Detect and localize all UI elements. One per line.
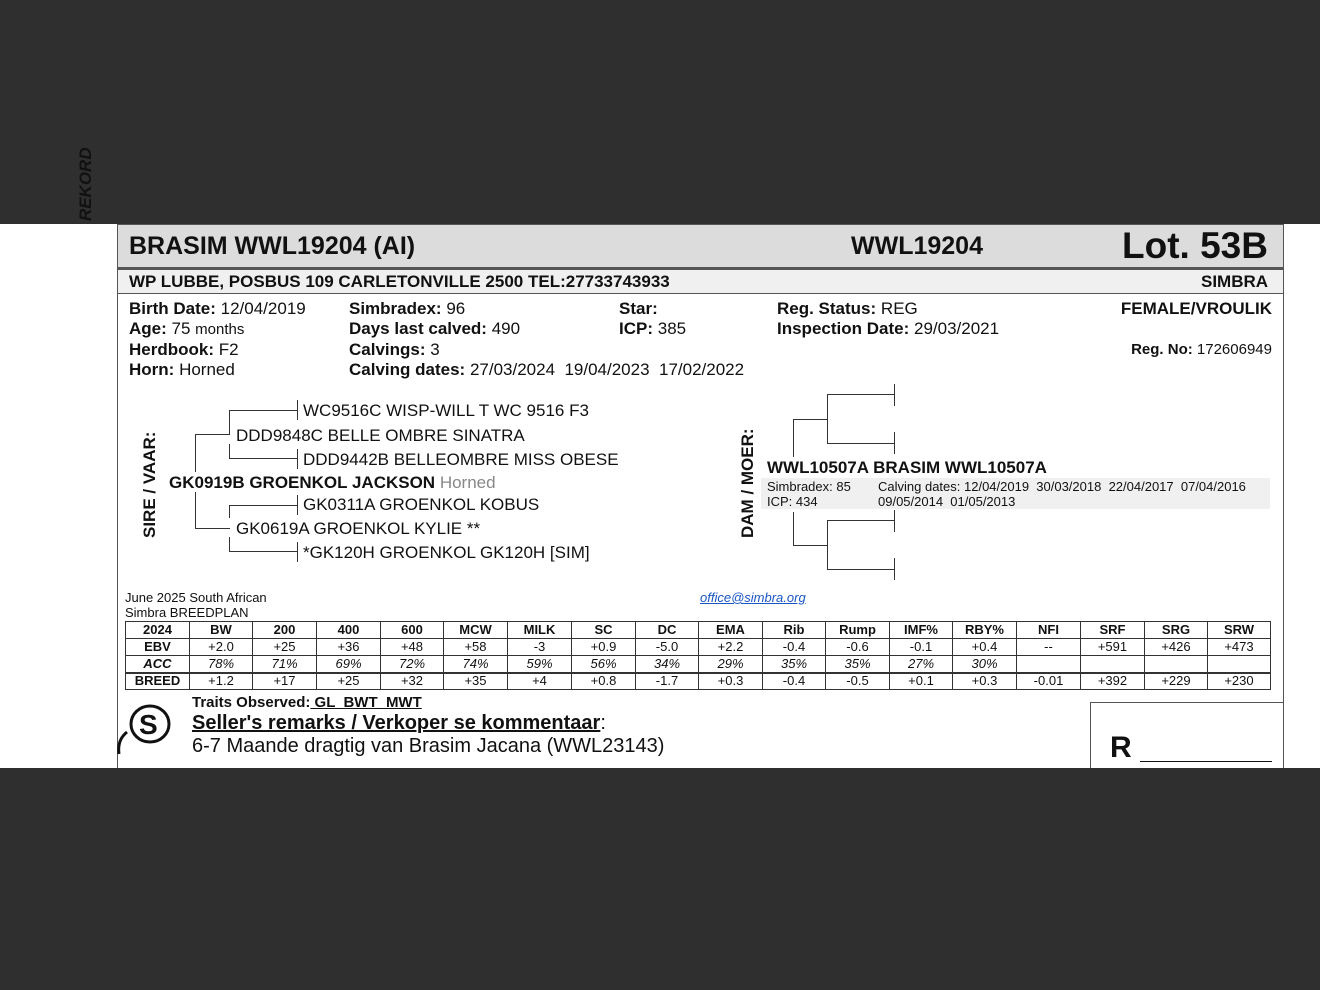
table-cell: +591 [1081, 639, 1145, 656]
remarks-colon: : [600, 712, 606, 734]
age-unit: months [195, 321, 245, 338]
tree-line [894, 384, 895, 406]
traits-value: GL BWT MWT [310, 694, 422, 711]
tree-line [894, 558, 895, 580]
table-cell: EMA [699, 622, 763, 639]
dam-calving-dates-2: 09/05/2014 01/05/2013 [878, 494, 1016, 509]
calving-dates-value: 27/03/2024 19/04/2023 17/02/2022 [469, 360, 745, 379]
tree-line [229, 410, 297, 411]
inspection-label: Inspection Date: [777, 319, 910, 338]
row-header-cell: 2024 [126, 622, 190, 639]
days-value: 490 [491, 319, 521, 338]
row-header-cell: EBV [126, 639, 190, 656]
table-cell [1017, 656, 1081, 673]
horn-label: Horn: [129, 360, 175, 379]
table-cell: 29% [699, 656, 763, 673]
tree-line [827, 520, 828, 570]
birth-date-label: Birth Date: [129, 299, 216, 318]
table-cell: 35% [763, 656, 826, 673]
reg-status [777, 299, 918, 319]
table-cell: +48 [381, 639, 444, 656]
tree-line [229, 505, 297, 506]
tree-line [229, 444, 230, 458]
tree-line [793, 512, 794, 546]
table-cell: 600 [381, 622, 444, 639]
table-cell: +25 [253, 639, 317, 656]
table-cell: +17 [253, 673, 317, 690]
dam-label: DAM / MOER: [738, 428, 757, 538]
sire-dam-sire: GK0311A GROENKOL KOBUS [303, 495, 540, 514]
table-cell: -3 [508, 639, 572, 656]
tree-line [229, 537, 230, 551]
table-cell: +230 [1208, 673, 1271, 690]
row-header-cell: ACC [126, 656, 190, 673]
remarks-label: Seller's remarks / Verkoper se kommentaar [192, 712, 601, 734]
tree-line [793, 419, 828, 420]
age [129, 319, 244, 339]
tree-line [297, 400, 298, 420]
lot-number: Lot. 53B [1122, 225, 1268, 266]
simbradex [349, 299, 465, 319]
ebv-row [126, 639, 1271, 656]
tree-line [827, 443, 895, 444]
breedplan-line1: June 2025 South African [125, 590, 267, 605]
r-label: R [1110, 731, 1132, 764]
reg-no-label: Reg. No: [1131, 341, 1193, 358]
tree-line [297, 449, 298, 469]
table-cell: -0.4 [763, 639, 826, 656]
calving-dates [349, 360, 744, 380]
table-cell: 34% [636, 656, 699, 673]
table-cell: +2.0 [190, 639, 253, 656]
sire-name: GK0919B GROENKOL JACKSON [169, 473, 436, 492]
traits-label: Traits Observed: [192, 694, 311, 711]
inspection-date [777, 319, 999, 339]
table-cell: 72% [381, 656, 444, 673]
table-cell: -0.5 [826, 673, 890, 690]
sire [169, 473, 496, 493]
row-header-cell: BREED [126, 673, 190, 690]
table-cell: -5.0 [636, 639, 699, 656]
tree-line [894, 432, 895, 454]
tree-line [195, 434, 196, 472]
tree-line [229, 551, 297, 552]
breed-row [126, 673, 1271, 690]
simbra-logo [117, 702, 189, 756]
inspection-value: 29/03/2021 [913, 319, 1000, 338]
table-cell: 74% [444, 656, 508, 673]
table-cell: +0.3 [953, 673, 1017, 690]
table-cell: RBY% [953, 622, 1017, 639]
table-cell: SRW [1208, 622, 1271, 639]
seller-remarks-heading [192, 712, 606, 735]
table-cell: 30% [953, 656, 1017, 673]
tree-line [827, 569, 895, 570]
sire-sire-dam: DDD9442B BELLEOMBRE MISS OBESE [303, 450, 619, 469]
table-cell: +36 [317, 639, 381, 656]
table-cell: IMF% [890, 622, 953, 639]
record-card [0, 224, 1320, 768]
table-cell: +0.3 [699, 673, 763, 690]
star [619, 299, 658, 319]
dam-icp: ICP: 434 [767, 494, 818, 509]
table-cell: 78% [190, 656, 253, 673]
tree-line [229, 410, 230, 434]
table-cell [1145, 656, 1208, 673]
breedplan-line2: Simbra BREEDPLAN [125, 605, 249, 620]
sire-dam: GK0619A GROENKOL KYLIE ** [236, 519, 481, 538]
tree-line [195, 434, 230, 435]
breeder-address: WP LUBBE, POSBUS 109 CARLETONVILLE 2500 TEL:27733743933 [129, 272, 670, 291]
tree-line [793, 419, 794, 457]
herdbook [129, 340, 239, 360]
table-cell: -- [1017, 639, 1081, 656]
table-cell: -1.7 [636, 673, 699, 690]
reg-no [1131, 341, 1272, 358]
sire-label: SIRE / VAAR: [140, 431, 159, 538]
dam-name: WWL10507A BRASIM WWL10507A [767, 458, 1047, 477]
icp-value: 385 [657, 319, 687, 338]
reg-no-value: 172606949 [1196, 341, 1272, 358]
breed-name: SIMBRA [1201, 272, 1269, 291]
table-cell: 27% [890, 656, 953, 673]
table-cell: -0.4 [763, 673, 826, 690]
table-cell: +426 [1145, 639, 1208, 656]
dam-simbradex: Simbradex: 85 [767, 479, 851, 494]
dam-calving-dates: Calving dates: 12/04/2019 30/03/2018 22/04/2017 07/04/2016 [878, 479, 1246, 494]
table-cell: SC [572, 622, 636, 639]
table-cell: Rib [763, 622, 826, 639]
age-value: 75 [171, 319, 191, 338]
email-link[interactable]: office@simbra.org [700, 590, 806, 605]
sire-sire: DDD9848C BELLE OMBRE SINATRA [236, 426, 525, 445]
table-cell: +4 [508, 673, 572, 690]
horn-value: Horned [179, 360, 235, 379]
birth-date-value: 12/04/2019 [220, 299, 306, 318]
reg-status-value: REG [880, 299, 918, 318]
icp [619, 319, 686, 339]
tree-line [894, 510, 895, 532]
herdbook-value: F2 [218, 340, 239, 359]
table-cell: SRG [1145, 622, 1208, 639]
simbradex-label: Simbradex: [349, 299, 442, 318]
animal-id: WWL19204 [851, 232, 983, 260]
horn [129, 360, 235, 380]
logo-letter: S [139, 709, 158, 740]
table-cell: MILK [508, 622, 572, 639]
sire-horn: Horned [439, 473, 496, 492]
tree-line [793, 545, 828, 546]
days-label: Days last calved: [349, 319, 487, 338]
tree-line [229, 505, 230, 518]
table-cell: 200 [253, 622, 317, 639]
r-signature-line[interactable] [1140, 761, 1272, 762]
table-cell: +35 [444, 673, 508, 690]
animal-name: BRASIM WWL19204 (AI) [129, 232, 416, 260]
calvings-value: 3 [430, 340, 440, 359]
simbradex-value: 96 [446, 299, 466, 318]
sire-sire-sire: WC9516C WISP-WILL T WC 9516 F3 [303, 401, 589, 420]
tree-line [195, 528, 230, 529]
table-cell: +0.4 [953, 639, 1017, 656]
table-cell: -0.1 [890, 639, 953, 656]
table-cell: BW [190, 622, 253, 639]
sex: FEMALE/VROULIK [1120, 299, 1272, 318]
table-cell: MCW [444, 622, 508, 639]
table-cell [1081, 656, 1145, 673]
seller-remarks: 6-7 Maande dragtig van Brasim Jacana (WWL23143) [192, 735, 665, 757]
table-cell: 56% [572, 656, 636, 673]
tree-line [827, 394, 895, 395]
star-label: Star: [619, 299, 658, 318]
table-cell: +32 [381, 673, 444, 690]
table-cell: 400 [317, 622, 381, 639]
tree-line [297, 542, 298, 562]
table-header-row [126, 622, 1271, 639]
table-cell: +0.8 [572, 673, 636, 690]
birth-date [129, 299, 306, 319]
table-cell: 69% [317, 656, 381, 673]
table-cell: SRF [1081, 622, 1145, 639]
table-cell: 71% [253, 656, 317, 673]
calvings-label: Calvings: [349, 340, 426, 359]
table-cell: +58 [444, 639, 508, 656]
traits-observed [192, 694, 422, 711]
calving-dates-label: Calving dates: [349, 360, 466, 379]
herdbook-label: Herdbook: [129, 340, 214, 359]
tree-line [195, 492, 196, 528]
sire-dam-dam: *GK120H GROENKOL GK120H [SIM] [303, 543, 590, 562]
tree-line [297, 495, 298, 515]
table-cell: +0.1 [890, 673, 953, 690]
acc-row [126, 656, 1271, 673]
age-label: Age: [129, 319, 167, 338]
table-cell: +2.2 [699, 639, 763, 656]
table-cell: +25 [317, 673, 381, 690]
table-cell [1208, 656, 1271, 673]
table-cell: -0.01 [1017, 673, 1081, 690]
tree-line [827, 520, 895, 521]
ebv-table [125, 621, 1271, 690]
table-cell: -0.6 [826, 639, 890, 656]
table-cell: Rump [826, 622, 890, 639]
table-cell: +0.9 [572, 639, 636, 656]
calvings [349, 340, 440, 360]
table-cell: DC [636, 622, 699, 639]
tree-line [229, 458, 297, 459]
icp-label: ICP: [619, 319, 653, 338]
table-cell: +1.2 [190, 673, 253, 690]
table-cell: +229 [1145, 673, 1208, 690]
table-cell: 35% [826, 656, 890, 673]
table-cell: +473 [1208, 639, 1271, 656]
table-cell: +392 [1081, 673, 1145, 690]
days-last-calved [349, 319, 520, 339]
table-cell: NFI [1017, 622, 1081, 639]
reg-status-label: Reg. Status: [777, 299, 877, 318]
table-cell: 59% [508, 656, 572, 673]
